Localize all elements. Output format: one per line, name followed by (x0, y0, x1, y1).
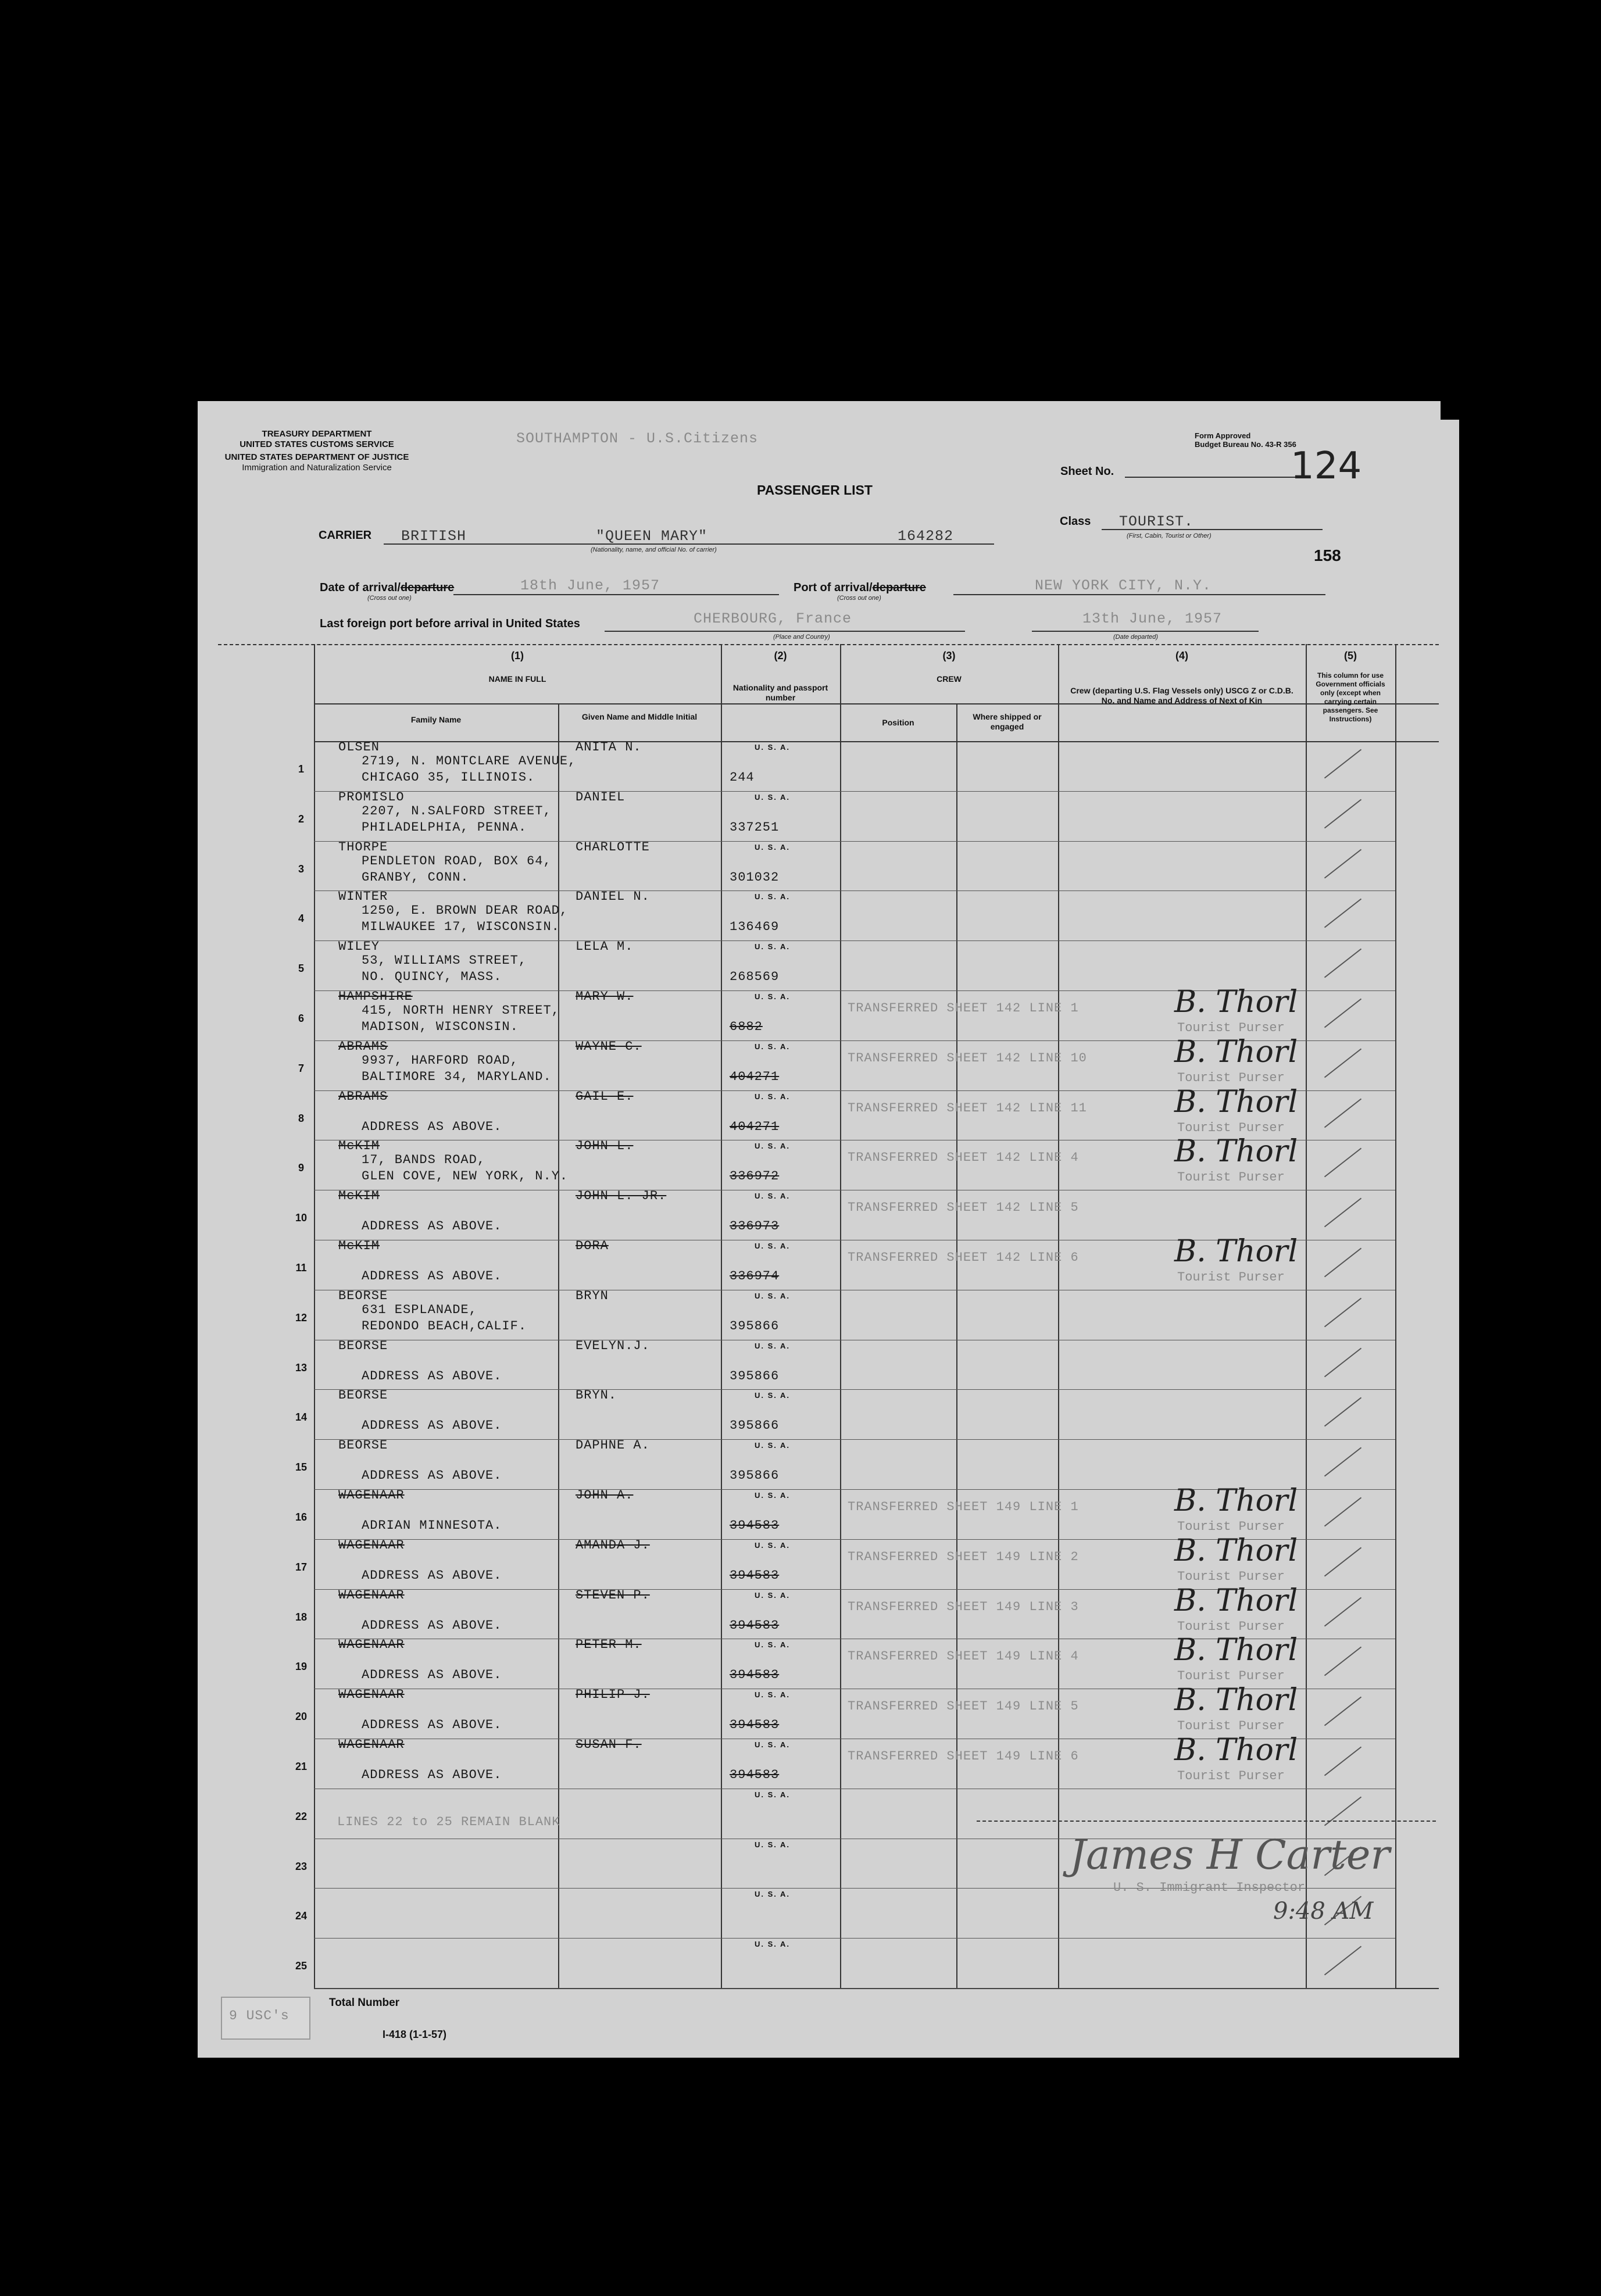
purser-title: Tourist Purser (1177, 1719, 1285, 1734)
purser-signature: B. Thorl (1174, 1683, 1298, 1718)
passport-number: 404271 (730, 1119, 780, 1134)
address-line: PENDLETON ROAD, BOX 64, (362, 853, 552, 868)
row-number: 6 (298, 1013, 304, 1024)
family-name: WAGENAAR (338, 1587, 405, 1603)
gov-check-mark (1324, 1347, 1361, 1377)
row-number: 12 (295, 1311, 308, 1324)
given-name: BRYN. (576, 1388, 617, 1403)
purser-title: Tourist Purser (1177, 1070, 1285, 1085)
nationality-usa: U. S. A. (755, 792, 791, 802)
given-name: LELA M. (576, 939, 634, 954)
cross-out-note-2: (Cross out one) (837, 595, 881, 602)
gov-check-mark (1324, 749, 1361, 779)
family-name: BEORSE (338, 1438, 388, 1453)
address-line: 631 ESPLANADE, (362, 1302, 477, 1317)
purser-signature: B. Thorl (1174, 1134, 1298, 1170)
given-name: PHILIP J. (576, 1687, 650, 1703)
passport-number: 395866 (730, 1418, 780, 1433)
col3-number: (3) (942, 650, 956, 661)
col5-title: This column for use Government officials only (except when carrying certain passengers. See Instructions) (1316, 671, 1385, 723)
row-number: 3 (298, 863, 304, 875)
given-name-header: Given Name and Middle Initial (581, 712, 698, 721)
row-number: 9 (298, 1162, 304, 1174)
family-name: ABRAMS (338, 1089, 388, 1104)
address-line: REDONDO BEACH,CALIF. (362, 1318, 527, 1333)
date-underline (453, 594, 779, 595)
address-line: 53, WILLIAMS STREET, (362, 953, 527, 968)
row-number: 11 (295, 1262, 307, 1274)
nationality-usa: U. S. A. (755, 1092, 791, 1101)
col2-col3-divider (840, 644, 841, 1988)
address-line: ADDRESS AS ABOVE. (362, 1668, 502, 1683)
last-port-note: (Place and Country) (773, 634, 830, 641)
page-title: PASSENGER LIST (757, 482, 873, 498)
passport-number: 394583 (730, 1568, 780, 1583)
purser-signature: B. Thorl (1174, 1533, 1298, 1568)
row-number: 16 (295, 1511, 308, 1523)
purser-signature: B. Thorl (1174, 1084, 1298, 1120)
address-line: ADDRESS AS ABOVE. (362, 1269, 502, 1283)
carrier-official-no: 164282 (898, 528, 954, 545)
family-name: McKIM (338, 1139, 380, 1154)
col3-col4-divider (1058, 644, 1059, 1988)
address-line: ADDRESS AS ABOVE. (362, 1368, 502, 1383)
family-name: WAGENAAR (338, 1488, 405, 1503)
gov-check-mark (1324, 1597, 1361, 1626)
row-number: 7 (298, 1062, 304, 1074)
position-shipped-divider (956, 703, 957, 1988)
purser-signature: B. Thorl (1174, 1733, 1298, 1768)
carrier-ship-name: "QUEEN MARY" (596, 528, 708, 545)
passport-number: 336973 (730, 1219, 780, 1234)
nationality-usa: U. S. A. (755, 1690, 791, 1700)
address-line: 2207, N.SALFORD STREET, (362, 803, 552, 818)
port-label-prefix: Port of arrival/ (794, 581, 873, 594)
last-port-label: Last foreign port before arrival in United States (320, 617, 580, 630)
purser-title: Tourist Purser (1177, 1769, 1285, 1783)
col3-title: CREW (937, 674, 962, 684)
blank-lines-dashed-rule (977, 1821, 1436, 1822)
agency-line: Immigration and Naturalization Service (242, 463, 392, 473)
address-line: GRANBY, CONN. (362, 870, 469, 885)
family-name: WILEY (338, 939, 380, 954)
family-name: OLSEN (338, 740, 380, 754)
row-number: 15 (295, 1461, 308, 1474)
given-name: DORA (576, 1239, 609, 1253)
col2-title: Nationality and passport number (732, 683, 828, 702)
nationality-usa: U. S. A. (755, 1441, 791, 1450)
gov-check-mark (1324, 999, 1361, 1028)
given-name: JOHN L. (576, 1139, 634, 1154)
passport-number: 337251 (730, 820, 780, 835)
passport-number: 136469 (730, 920, 780, 935)
gov-check-mark (1324, 1397, 1361, 1427)
address-line: MADISON, WISCONSIN. (362, 1020, 519, 1034)
nationality-usa: U. S. A. (755, 1142, 791, 1151)
row-rule (314, 1988, 1395, 1989)
passport-number: 301032 (730, 870, 780, 885)
address-line: ADDRESS AS ABOVE. (362, 1568, 502, 1583)
form-approved-line: Form Approved (1195, 431, 1251, 440)
purser-signature: B. Thorl (1174, 1583, 1298, 1618)
agency-line: UNITED STATES DEPARTMENT OF JUSTICE (224, 452, 409, 462)
purser-title: Tourist Purser (1177, 1170, 1285, 1185)
row-rule (314, 1389, 1395, 1390)
family-given-divider (558, 703, 559, 1988)
row-rule (314, 890, 1395, 891)
address-line: NO. QUINCY, MASS. (362, 970, 502, 985)
family-name: McKIM (338, 1239, 380, 1253)
port-note: SOUTHAMPTON - U.S.Citizens (516, 430, 759, 447)
gov-check-mark (1324, 1697, 1361, 1726)
carrier-label: CARRIER (319, 529, 372, 542)
col2-number: (2) (774, 650, 787, 661)
table-right-rule (1395, 644, 1396, 1988)
transfer-note: TRANSFERRED SHEET 149 LINE 3 (848, 1599, 1079, 1614)
family-name: PROMISLO (338, 789, 405, 804)
passport-number: 6882 (730, 1020, 763, 1034)
inspector-time: 9:48 AM (1273, 1898, 1374, 1925)
family-name: HAMPSHIRE (338, 989, 413, 1004)
family-name: WAGENAAR (338, 1687, 405, 1703)
passport-number: 395866 (730, 1468, 780, 1483)
family-name: BEORSE (338, 1388, 388, 1403)
usc-count-box (221, 1997, 310, 2040)
given-name: DAPHNE A. (576, 1438, 650, 1453)
inspector-signature: James H Carter (1070, 1831, 1390, 1879)
passport-number: 336972 (730, 1169, 780, 1184)
given-name: GAIL E. (576, 1089, 634, 1104)
address-line: PHILADELPHIA, PENNA. (362, 820, 527, 835)
address-line: 415, NORTH HENRY STREET, (362, 1003, 560, 1018)
transfer-note: TRANSFERRED SHEET 149 LINE 5 (848, 1699, 1079, 1714)
nationality-usa: U. S. A. (755, 1291, 791, 1300)
row-rule (314, 1439, 1395, 1440)
passport-number: 336974 (730, 1269, 780, 1283)
row-number: 5 (298, 963, 304, 975)
row-number: 1 (298, 763, 304, 775)
gov-check-mark (1324, 1198, 1361, 1228)
form-approved-line: Budget Bureau No. 43-R 356 (1195, 440, 1296, 449)
address-line: 2719, N. MONTCLARE AVENUE, (362, 754, 577, 768)
cross-out-note: (Cross out one) (367, 595, 412, 602)
family-name: THORPE (338, 839, 388, 854)
given-name: DANIEL N. (576, 889, 650, 904)
gov-check-mark (1324, 1048, 1361, 1078)
nationality-usa: U. S. A. (755, 1940, 791, 1949)
gov-check-mark (1324, 1946, 1361, 1976)
col1-col2-divider (721, 644, 722, 1988)
shipped-header: Where shipped or engaged (973, 712, 1042, 731)
purser-title: Tourist Purser (1177, 1021, 1285, 1035)
col1-number: (1) (511, 650, 524, 661)
transfer-note: TRANSFERRED SHEET 149 LINE 2 (848, 1549, 1079, 1564)
date-label (320, 581, 454, 595)
blank-lines-note: LINES 22 to 25 REMAIN BLANK (337, 1815, 560, 1829)
passport-number: 268569 (730, 970, 780, 985)
col4-number: (4) (1175, 650, 1188, 661)
nationality-usa: U. S. A. (755, 1242, 791, 1250)
class-value: TOURIST. (1119, 513, 1194, 530)
gov-check-mark (1324, 1747, 1361, 1776)
nationality-usa: U. S. A. (755, 1192, 791, 1201)
row-number: 20 (295, 1711, 308, 1723)
usc-count: 9 USC's (229, 2008, 290, 2023)
gov-check-mark (1324, 1447, 1361, 1477)
gov-check-mark (1324, 899, 1361, 928)
row-number: 21 (295, 1761, 308, 1772)
nationality-usa: U. S. A. (755, 842, 791, 852)
address-line: 17, BANDS ROAD, (362, 1153, 486, 1168)
passport-number: 395866 (730, 1318, 780, 1333)
date-label-prefix: Date of arrival/ (320, 581, 401, 594)
address-line: ADDRESS AS ABOVE. (362, 1119, 502, 1134)
transfer-note: TRANSFERRED SHEET 142 LINE 5 (848, 1200, 1079, 1215)
row-number: 17 (295, 1561, 308, 1573)
corner-mark (1441, 401, 1459, 420)
address-line: GLEN COVE, NEW YORK, N.Y. (362, 1169, 569, 1184)
address-line: ADRIAN MINNESOTA. (362, 1518, 502, 1533)
family-name: WAGENAAR (338, 1637, 405, 1653)
purser-signature: B. Thorl (1174, 1633, 1298, 1668)
row-number: 24 (295, 1910, 308, 1922)
total-number-label: Total Number (329, 1997, 400, 2009)
address-line: BALTIMORE 34, MARYLAND. (362, 1069, 552, 1084)
nationality-usa: U. S. A. (755, 1740, 791, 1749)
family-name: McKIM (338, 1189, 380, 1204)
passport-number: 394583 (730, 1768, 780, 1782)
given-name: ANITA N. (576, 740, 642, 754)
port-underline (953, 594, 1325, 595)
family-name: WINTER (338, 889, 388, 904)
gov-check-mark (1324, 1297, 1361, 1327)
given-name: WAYNE C. (576, 1039, 642, 1054)
row-number: 13 (295, 1361, 308, 1374)
purser-signature: B. Thorl (1174, 1483, 1298, 1518)
row-number: 22 (295, 1810, 308, 1822)
purser-title: Tourist Purser (1177, 1120, 1285, 1135)
table-header-bottom (314, 741, 1439, 742)
nationality-usa: U. S. A. (755, 1491, 791, 1500)
nationality-usa: U. S. A. (755, 743, 791, 752)
given-name: SUSAN F. (576, 1737, 642, 1752)
row-rule (314, 1938, 1395, 1939)
page-number: 158 (1314, 546, 1341, 564)
date-label-struck: departure (400, 581, 455, 594)
col4-title: Crew (departing U.S. Flag Vessels only) USCG Z or C.D.B. No. and Name and Address of Next of Kin (1070, 686, 1293, 705)
passport-number: 404271 (730, 1069, 780, 1084)
row-number: 10 (295, 1212, 308, 1224)
last-port-underline (605, 631, 965, 632)
arrival-port: NEW YORK CITY, N.Y. (1035, 577, 1212, 594)
gov-check-mark (1324, 1647, 1361, 1676)
address-line: MILWAUKEE 17, WISCONSIN. (362, 920, 560, 935)
class-label: Class (1060, 515, 1091, 528)
given-name: DANIEL (576, 789, 626, 804)
family-name: BEORSE (338, 1288, 388, 1303)
gov-check-mark (1324, 1148, 1361, 1178)
departed-date: 13th June, 1957 (1082, 610, 1223, 627)
row-number: 14 (295, 1411, 308, 1424)
address-line: 1250, E. BROWN DEAR ROAD, (362, 903, 569, 918)
given-name: JOHN A. (576, 1488, 634, 1503)
table-top-rule (218, 644, 1439, 645)
transfer-note: TRANSFERRED SHEET 142 LINE 4 (848, 1150, 1079, 1165)
family-name: ABRAMS (338, 1039, 388, 1054)
agency-line: UNITED STATES CUSTOMS SERVICE (240, 439, 394, 449)
address-line: ADDRESS AS ABOVE. (362, 1768, 502, 1782)
table-left-rule (314, 644, 315, 1988)
nationality-usa: U. S. A. (755, 1640, 791, 1650)
transfer-note: TRANSFERRED SHEET 142 LINE 6 (848, 1250, 1079, 1265)
transfer-note: TRANSFERRED SHEET 142 LINE 11 (848, 1100, 1087, 1115)
sheet-number: 124 (1291, 445, 1362, 488)
gov-check-mark (1324, 949, 1361, 978)
transfer-note: TRANSFERRED SHEET 142 LINE 10 (848, 1050, 1087, 1065)
address-line: 9937, HARFORD ROAD, (362, 1053, 519, 1068)
last-port-value: CHERBOURG, France (694, 610, 852, 627)
nationality-usa: U. S. A. (755, 1042, 791, 1051)
address-line: ADDRESS AS ABOVE. (362, 1468, 502, 1483)
departed-underline (1032, 631, 1259, 632)
nationality-usa: U. S. A. (755, 1540, 791, 1550)
passport-number: 394583 (730, 1668, 780, 1683)
row-rule (314, 791, 1395, 792)
nationality-usa: U. S. A. (755, 942, 791, 952)
transfer-note: TRANSFERRED SHEET 142 LINE 1 (848, 1001, 1079, 1015)
row-number: 19 (295, 1661, 308, 1673)
row-number: 25 (295, 1960, 308, 1972)
port-label (794, 581, 926, 595)
nationality-usa: U. S. A. (755, 1590, 791, 1600)
position-header: Position (882, 718, 914, 727)
gov-check-mark (1324, 1547, 1361, 1576)
row-number: 18 (295, 1611, 308, 1623)
passenger-list-sheet (198, 401, 1459, 2058)
gov-check-mark (1324, 849, 1361, 878)
given-name: EVELYN.J. (576, 1338, 650, 1353)
row-number: 8 (298, 1112, 304, 1124)
agency-header (221, 429, 413, 473)
nationality-usa: U. S. A. (755, 992, 791, 1001)
passport-number: 394583 (730, 1518, 780, 1533)
carrier-nationality: BRITISH (401, 528, 467, 545)
address-line: ADDRESS AS ABOVE. (362, 1618, 502, 1633)
purser-title: Tourist Purser (1177, 1270, 1285, 1285)
given-name: JOHN L. JR. (576, 1189, 667, 1204)
row-rule (314, 940, 1395, 941)
port-label-struck: departure (872, 581, 926, 594)
given-name: PETER M. (576, 1637, 642, 1653)
gov-check-mark (1324, 1098, 1361, 1128)
form-approved (1195, 431, 1296, 449)
col4-col5-divider (1306, 644, 1307, 1988)
sheet-label: Sheet No. (1060, 465, 1114, 478)
nationality-usa: U. S. A. (755, 1790, 791, 1799)
passport-number: 395866 (730, 1368, 780, 1383)
gov-check-mark (1324, 799, 1361, 828)
agency-line: TREASURY DEPARTMENT (262, 429, 372, 439)
purser-title: Tourist Purser (1177, 1519, 1285, 1534)
sheet-underline (1125, 477, 1299, 478)
nationality-usa: U. S. A. (755, 1840, 791, 1849)
passport-number: 394583 (730, 1718, 780, 1733)
family-name: BEORSE (338, 1338, 388, 1353)
purser-signature: B. Thorl (1174, 985, 1298, 1020)
passport-number: 244 (730, 770, 755, 785)
transfer-note: TRANSFERRED SHEET 149 LINE 4 (848, 1649, 1079, 1664)
nationality-usa: U. S. A. (755, 892, 791, 902)
address-line: ADDRESS AS ABOVE. (362, 1219, 502, 1234)
passport-number: 394583 (730, 1618, 780, 1633)
given-name: CHARLOTTE (576, 839, 650, 854)
given-name: BRYN (576, 1288, 609, 1303)
row-number: 23 (295, 1860, 308, 1872)
purser-signature: B. Thorl (1174, 1234, 1298, 1269)
nationality-usa: U. S. A. (755, 1391, 791, 1400)
gov-check-mark (1324, 1248, 1361, 1278)
given-name: AMANDA J. (576, 1537, 650, 1553)
address-line: ADDRESS AS ABOVE. (362, 1418, 502, 1433)
form-number: I-418 (1-1-57) (383, 2029, 447, 2040)
given-name: STEVEN P. (576, 1587, 650, 1603)
purser-title: Tourist Purser (1177, 1619, 1285, 1634)
col5-number: (5) (1344, 650, 1357, 661)
transfer-note: TRANSFERRED SHEET 149 LINE 1 (848, 1500, 1079, 1514)
purser-title: Tourist Purser (1177, 1669, 1285, 1684)
inspector-title: U. S. Immigrant Inspector (1113, 1880, 1306, 1895)
given-name: MARY W. (576, 989, 634, 1004)
purser-title: Tourist Purser (1177, 1569, 1285, 1584)
family-name-header: Family Name (410, 715, 462, 724)
family-name: WAGENAAR (338, 1537, 405, 1553)
class-note: (First, Cabin, Tourist or Other) (1127, 532, 1212, 539)
purser-signature: B. Thorl (1174, 1034, 1298, 1070)
address-line: ADDRESS AS ABOVE. (362, 1718, 502, 1733)
family-name: WAGENAAR (338, 1737, 405, 1752)
row-number: 4 (298, 913, 304, 925)
gov-check-mark (1324, 1497, 1361, 1527)
departed-note: (Date departed) (1113, 634, 1159, 641)
row-number: 2 (298, 813, 304, 825)
transfer-note: TRANSFERRED SHEET 149 LINE 6 (848, 1749, 1079, 1764)
nationality-usa: U. S. A. (755, 1341, 791, 1350)
arrival-date: 18th June, 1957 (520, 577, 660, 594)
row-rule (314, 841, 1395, 842)
nationality-usa: U. S. A. (755, 1890, 791, 1899)
carrier-note: (Nationality, name, and official No. of carrier) (591, 546, 717, 553)
address-line: CHICAGO 35, ILLINOIS. (362, 770, 535, 785)
col1-title: NAME IN FULL (488, 674, 546, 684)
